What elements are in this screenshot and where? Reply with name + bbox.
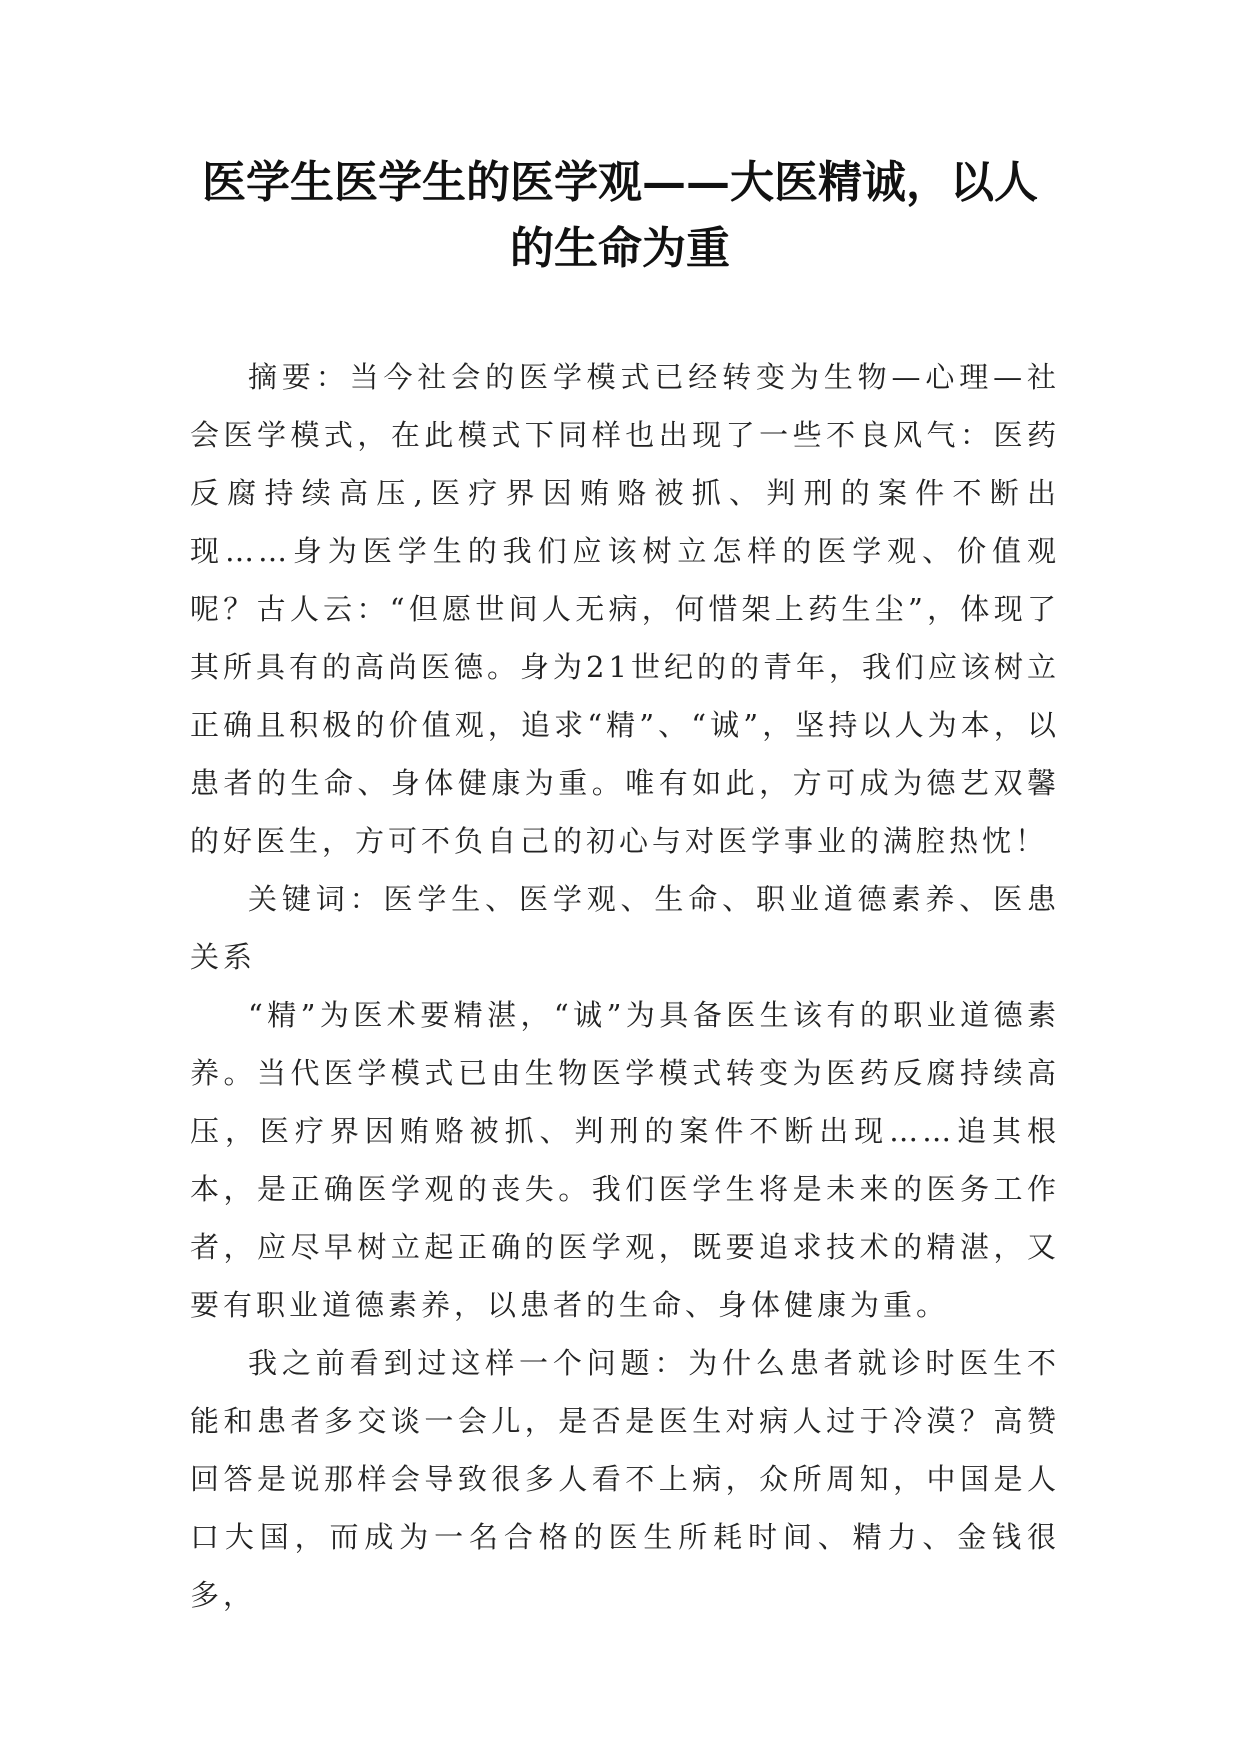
keywords-text: 医学生、医学观、生命、职业道德素养、医患关系 xyxy=(190,882,1060,974)
keywords-paragraph xyxy=(190,870,1060,986)
body-paragraph-2: 我之前看到过这样一个问题：为什么患者就诊时医生不能和患者多交谈一会儿，是否是医生对病人过于冷漠？高赞回答是说那样会导致很多人看不上病，众所周知，中国是人口大国，而成为一名合格的医生所耗时间、精力、金钱很多， xyxy=(190,1346,1060,1612)
document-title: 医学生医学生的医学观——大医精诚，以人的生命为重 xyxy=(202,157,1038,274)
abstract-paragraph xyxy=(190,348,1060,870)
abstract-label: 摘要： xyxy=(248,360,350,394)
abstract-text: 当今社会的医学模式已经转变为生物—心理—社会医学模式，在此模式下同样也出现了一些不良风气：医药反腐持续高压,医疗界因贿赂被抓、判刑的案件不断出现……身为医学生的我们应该树立怎样的医学观、价值观呢？古人云：“但愿世间人无病，何惜架上药生尘”，体现了其所具有的高尚医德。身为21世纪的的青年，我们应该树立正确且积极的价值观，追求“精”、“诚”，坚持以人为本，以患者的生命、身体健康为重。唯有如此，方可成为德艺双馨的好医生，方可不负自己的初心与对医学事业的满腔热忱！ xyxy=(190,360,1060,858)
document-body xyxy=(190,348,1060,1624)
keywords-label: 关键词： xyxy=(248,882,384,916)
body-paragraph-1: “精”为医术要精湛，“诚”为具备医生该有的职业道德素养。当代医学模式已由生物医学模式转变为医药反腐持续高压，医疗界因贿赂被抓、判刑的案件不断出现……追其根本，是正确医学观的丧失。我们医学生将是未来的医务工作者，应尽早树立起正确的医学观，既要追求技术的精湛，又要有职业道德素养，以患者的生命、身体健康为重。 xyxy=(190,998,1060,1322)
